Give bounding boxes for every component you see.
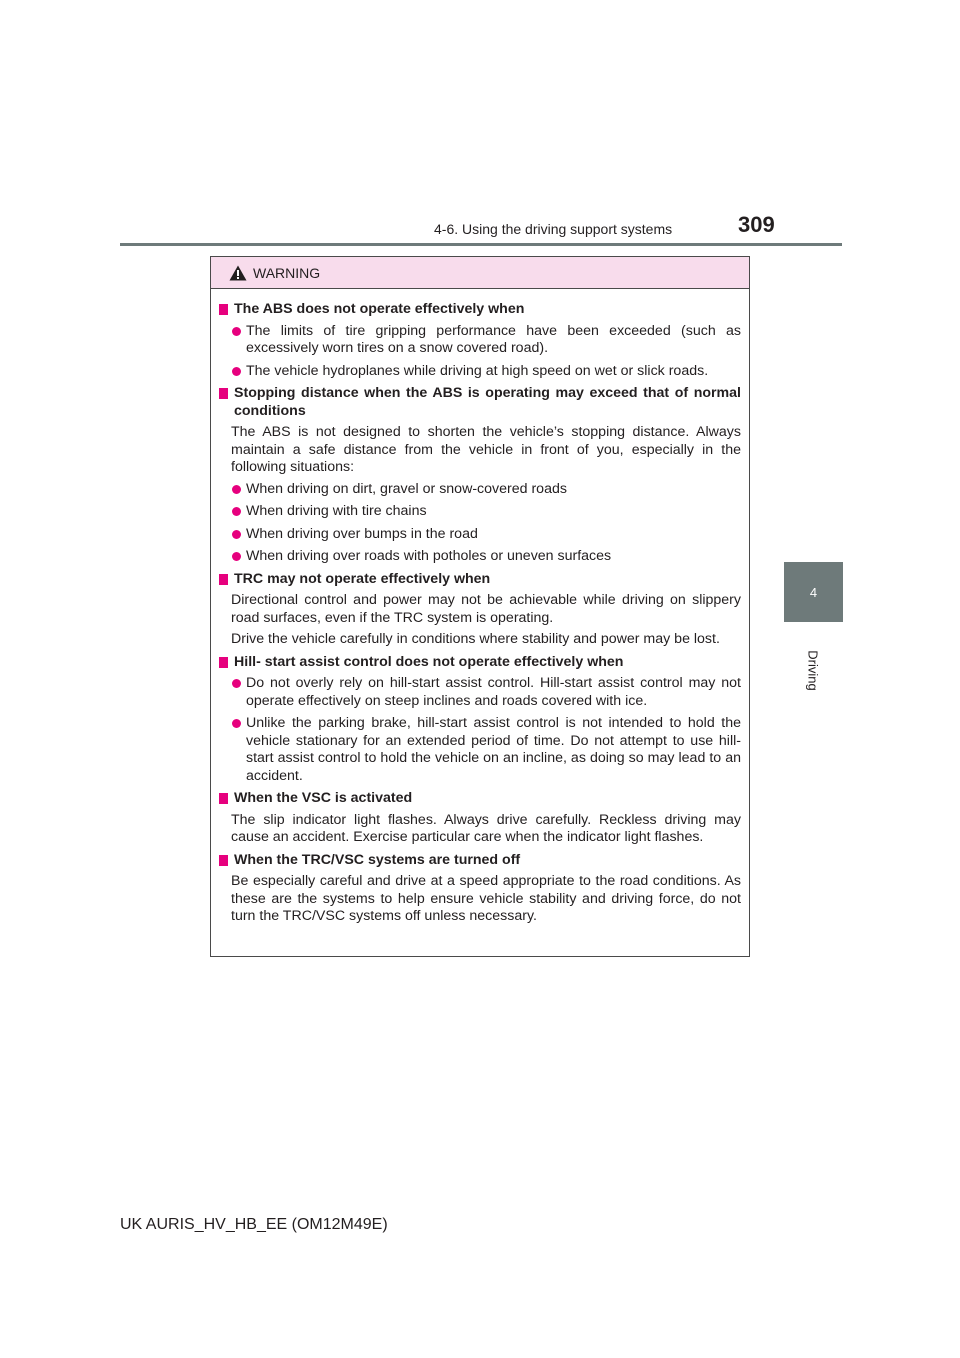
section-heading — [219, 385, 741, 420]
warning-section — [219, 301, 741, 380]
page-number: 309 — [738, 212, 775, 237]
section-heading — [219, 790, 741, 808]
bullet-text: When driving over bumps in the road — [246, 525, 478, 542]
square-bullet-icon — [219, 793, 228, 804]
section-title: 4-6. Using the driving support systems — [434, 221, 673, 237]
square-bullet-icon — [219, 657, 228, 668]
chapter-label — [780, 640, 846, 700]
chapter-tab: 4 — [784, 562, 843, 622]
paragraph: The slip indicator light flashes. Always drive carefully. Reckless driving may cause an accident. Exercise particular care when the indicator light flashes. — [231, 811, 741, 845]
warning-box — [210, 256, 750, 957]
warning-header — [211, 257, 749, 289]
bullet-text: The limits of tire gripping performance have been exceeded (such as excessively worn tires on a snow covered road). — [246, 322, 741, 356]
section-heading-text: The ABS does not operate effectively when — [234, 301, 525, 317]
bullet-text: The vehicle hydroplanes while driving at high speed on wet or slick roads. — [246, 362, 709, 379]
header-divider — [120, 243, 842, 246]
warning-section — [219, 385, 741, 566]
section-heading-text: Hill- start assist control does not operate effectively when — [234, 653, 624, 670]
square-bullet-icon — [219, 304, 228, 315]
paragraph: Drive the vehicle carefully in conditions where stability and power may be lost. — [231, 631, 720, 647]
circle-bullet-icon — [232, 327, 241, 336]
bullet-item — [231, 503, 741, 521]
circle-bullet-icon — [232, 507, 241, 516]
bullet-text: When driving on dirt, gravel or snow-covered roads — [246, 480, 567, 497]
section-heading — [219, 571, 741, 589]
bullet-text: Unlike the parking brake, hill-start assist control is not intended to hold the vehicle stationary for an extended period of time. Do not attempt to use hill-start assist control to hold the vehicle on an incline, as doing so may lead to an accident. — [246, 715, 741, 784]
warning-body — [211, 289, 749, 926]
section-heading-text: When the VSC is activated — [234, 790, 413, 806]
section-heading — [219, 654, 741, 672]
square-bullet-icon — [219, 855, 228, 866]
bullet-text: When driving over roads with potholes or uneven surfaces — [246, 548, 612, 564]
circle-bullet-icon — [232, 552, 241, 561]
warning-section — [219, 852, 741, 926]
bullet-item — [231, 675, 741, 710]
bullet-item — [231, 715, 741, 785]
paragraph: Be especially careful and drive at a speed appropriate to the road conditions. As these are the systems to help ensure vehicle stability and driving force, do not turn the TRC/VSC systems off unless necessary. — [231, 873, 741, 924]
circle-bullet-icon — [232, 367, 241, 376]
warning-label: WARNING — [253, 264, 321, 281]
paragraph: The ABS is not designed to shorten the vehicle’s stopping distance. Always maintain a safe distance from the vehicle in front of you, especially in the following situations: — [231, 424, 741, 475]
warning-section — [219, 654, 741, 786]
warning-section — [219, 790, 741, 847]
bullet-item — [231, 323, 741, 358]
section-heading-text: Stopping distance when the ABS is operating may exceed that of normal conditions — [234, 385, 741, 419]
circle-bullet-icon — [232, 719, 241, 728]
paragraph: Directional control and power may not be achievable while driving on slippery road surfaces, even if the TRC system is operating. — [231, 592, 741, 626]
bullet-text: Do not overly rely on hill-start assist control. Hill-start assist control may not operate effectively on steep inclines and roads covered with ice. — [246, 675, 741, 709]
square-bullet-icon — [219, 388, 228, 399]
bullet-item — [231, 526, 741, 544]
square-bullet-icon — [219, 574, 228, 585]
circle-bullet-icon — [232, 679, 241, 688]
section-heading — [219, 301, 741, 319]
section-heading — [219, 852, 741, 870]
warning-section — [219, 571, 741, 649]
warning-triangle-icon — [229, 265, 247, 281]
circle-bullet-icon — [232, 485, 241, 494]
section-heading-text: When the TRC/VSC systems are turned off — [234, 851, 521, 868]
section-heading-text: TRC may not operate effectively when — [234, 570, 491, 587]
bullet-item — [231, 548, 741, 566]
chapter-name: Driving — [805, 649, 821, 691]
bullet-item — [231, 363, 741, 381]
bullet-item — [231, 481, 741, 499]
bullet-text: When driving with tire chains — [246, 503, 427, 519]
circle-bullet-icon — [232, 530, 241, 539]
manual-code: UK AURIS_HV_HB_EE (OM12M49E) — [120, 1216, 388, 1233]
